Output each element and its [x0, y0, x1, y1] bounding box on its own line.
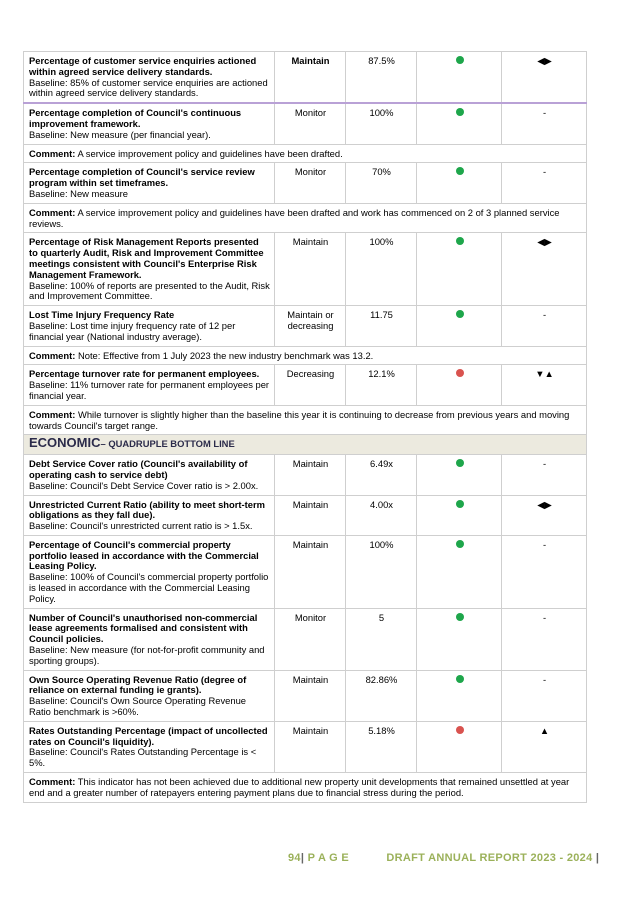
- actual-cell: 70%: [346, 163, 417, 203]
- measure-cell: [24, 670, 275, 721]
- trend-cell: ◀▶: [502, 495, 587, 535]
- status-green-dot-icon: [456, 108, 464, 116]
- measure-title: Percentage of Council's commercial property portfolio leased in accordance with the Commercial Leasing Policy.: [29, 538, 259, 572]
- comment-cell: [24, 144, 587, 163]
- status-green-dot-icon: [456, 675, 464, 683]
- status-cell: [417, 455, 502, 495]
- kpi-row: [24, 103, 587, 144]
- measure-title: Lost Time Injury Frequency Rate: [29, 309, 175, 321]
- kpi-row: [24, 455, 587, 495]
- target-cell: Maintain or decreasing: [275, 306, 346, 346]
- comment-cell: [24, 203, 587, 233]
- status-cell: [417, 608, 502, 670]
- target-cell: Decreasing: [275, 365, 346, 405]
- actual-cell: 5: [346, 608, 417, 670]
- measure-cell: [24, 365, 275, 405]
- target-cell: Maintain: [275, 52, 346, 104]
- trend-cell: ▲: [502, 721, 587, 772]
- status-cell: [417, 495, 502, 535]
- measure-title: Debt Service Cover ratio (Council's availability of operating cash to service debt): [29, 458, 248, 480]
- section-subtitle: – QUADRUPLE BOTTOM LINE: [100, 438, 235, 450]
- actual-cell: 87.5%: [346, 52, 417, 104]
- status-cell: [417, 365, 502, 405]
- measure-title: Unrestricted Current Ratio (ability to meet short-term obligations as they fall due).: [29, 498, 265, 521]
- actual-cell: 100%: [346, 103, 417, 144]
- status-cell: [417, 103, 502, 144]
- actual-cell: 12.1%: [346, 365, 417, 405]
- trend-cell: -: [502, 163, 587, 203]
- measure-baseline: Baseline: New measure: [29, 187, 129, 199]
- kpi-row: [24, 721, 587, 772]
- kpi-table: [23, 51, 587, 803]
- comment-label: Comment:: [29, 147, 76, 159]
- comment-row: [24, 405, 587, 435]
- actual-cell: 11.75: [346, 306, 417, 346]
- page-number: 94: [288, 852, 301, 864]
- trend-cell: -: [502, 103, 587, 144]
- actual-cell: 100%: [346, 535, 417, 608]
- actual-cell: 100%: [346, 233, 417, 306]
- status-cell: [417, 670, 502, 721]
- comment-row: [24, 773, 587, 803]
- status-green-dot-icon: [456, 237, 464, 245]
- trend-cell: ◀▶: [502, 52, 587, 104]
- comment-label: Comment:: [29, 206, 76, 218]
- measure-baseline: Baseline: Lost time injury frequency rate of 12 per financial year (National industry average).: [29, 319, 236, 342]
- comment-label: Comment:: [29, 408, 76, 420]
- status-cell: [417, 306, 502, 346]
- footer-separator: |: [300, 852, 305, 864]
- measure-title: Number of Council's unauthorised non-commercial lease agreements formalised and consistent with Council policies.: [29, 611, 258, 645]
- status-green-dot-icon: [456, 540, 464, 548]
- measure-cell: [24, 233, 275, 306]
- measure-title: Percentage of Risk Management Reports presented to quarterly Audit, Risk and Improvement Committee meetings consistent with Council's Enterprise Risk Management Framework.: [29, 236, 264, 280]
- actual-cell: 82.86%: [346, 670, 417, 721]
- kpi-row: [24, 608, 587, 670]
- comment-row: [24, 144, 587, 163]
- measure-title: Percentage of customer service enquiries actioned within agreed service delivery standards.: [29, 55, 257, 77]
- measure-baseline: Baseline: 100% of reports are presented to the Audit, Risk and Improvement Committee.: [29, 279, 270, 302]
- comment-text: A service improvement policy and guidelines have been drafted.: [77, 147, 343, 159]
- footer-separator-end: |: [595, 852, 600, 864]
- kpi-body-governance: [24, 52, 587, 435]
- trend-cell: -: [502, 455, 587, 495]
- target-cell: Maintain: [275, 721, 346, 772]
- measure-cell: [24, 721, 275, 772]
- status-red-dot-icon: [456, 726, 464, 734]
- measure-cell: [24, 52, 275, 104]
- measure-title: Percentage completion of Council's service review program within set timeframes.: [29, 166, 255, 189]
- measure-title: Percentage completion of Council's continuous improvement framework.: [29, 107, 242, 129]
- trend-cell: ◀▶: [502, 233, 587, 306]
- trend-cell: -: [502, 535, 587, 608]
- kpi-row: [24, 306, 587, 346]
- kpi-row: [24, 495, 587, 535]
- comment-row: [24, 346, 587, 365]
- kpi-row: [24, 670, 587, 721]
- actual-cell: 5.18%: [346, 721, 417, 772]
- comment-text: While turnover is slightly higher than the baseline this year it is continuing to decrease from previous years and moving towards Council's target range.: [29, 408, 570, 431]
- measure-baseline: Baseline: Council's unrestricted current ratio is > 1.5x.: [29, 520, 253, 532]
- measure-title: Percentage turnover rate for permanent employees.: [29, 368, 260, 380]
- target-cell: Maintain: [275, 495, 346, 535]
- status-green-dot-icon: [456, 56, 464, 64]
- comment-label: Comment:: [29, 349, 76, 361]
- measure-title: Own Source Operating Revenue Ratio (degree of reliance on external funding ie grants).: [29, 673, 247, 696]
- kpi-row: [24, 163, 587, 203]
- status-cell: [417, 233, 502, 306]
- page-label: P A G E: [307, 852, 350, 864]
- measure-baseline: Baseline: 100% of Council's commercial property portfolio is leased in accordance with the Commercial Leasing Policy.: [29, 571, 269, 604]
- status-green-dot-icon: [456, 310, 464, 318]
- trend-cell: ▼▲: [502, 365, 587, 405]
- status-cell: [417, 721, 502, 772]
- actual-cell: 4.00x: [346, 495, 417, 535]
- target-cell: Maintain: [275, 455, 346, 495]
- status-green-dot-icon: [456, 167, 464, 175]
- target-cell: Maintain: [275, 535, 346, 608]
- target-cell: Monitor: [275, 163, 346, 203]
- status-green-dot-icon: [456, 613, 464, 621]
- measure-cell: [24, 495, 275, 535]
- comment-row: [24, 203, 587, 233]
- measure-cell: [24, 163, 275, 203]
- section-header-body: [24, 435, 587, 455]
- status-cell: [417, 535, 502, 608]
- kpi-row: [24, 365, 587, 405]
- measure-baseline: Baseline: Council's Own Source Operating Revenue Ratio benchmark is >60%.: [29, 695, 247, 718]
- kpi-row: [24, 535, 587, 608]
- measure-cell: [24, 608, 275, 670]
- measure-cell: [24, 455, 275, 495]
- trend-cell: -: [502, 670, 587, 721]
- status-green-dot-icon: [456, 500, 464, 508]
- measure-baseline: Baseline: Council's Rates Outstanding Percentage is < 5%.: [29, 746, 257, 769]
- kpi-body-economic: [24, 455, 587, 803]
- target-cell: Monitor: [275, 103, 346, 144]
- comment-cell: [24, 346, 587, 365]
- report-title: DRAFT ANNUAL REPORT 2023 - 2024: [386, 852, 593, 864]
- comment-text: Note: Effective from 1 July 2023 the new industry benchmark was 13.2.: [77, 349, 374, 361]
- comment-text: A service improvement policy and guidelines have been drafted and work has commenced on 2 of 3 planned service reviews.: [29, 206, 560, 229]
- target-cell: Maintain: [275, 670, 346, 721]
- measure-baseline: Baseline: 11% turnover rate for permanent employees per financial year.: [29, 379, 270, 401]
- status-cell: [417, 163, 502, 203]
- section-title: ECONOMIC: [29, 435, 101, 451]
- page-footer: [288, 852, 599, 864]
- comment-label: Comment:: [29, 776, 76, 788]
- kpi-row: [24, 52, 587, 104]
- status-red-dot-icon: [456, 369, 464, 377]
- measure-cell: [24, 535, 275, 608]
- measure-baseline: Baseline: Council's Debt Service Cover ratio is > 2.00x.: [29, 479, 259, 491]
- measure-baseline: Baseline: 85% of customer service enquiries are actioned within agreed service delivery standards.: [29, 76, 268, 99]
- status-green-dot-icon: [456, 459, 464, 467]
- comment-cell: [24, 773, 587, 803]
- trend-cell: -: [502, 306, 587, 346]
- actual-cell: 6.49x: [346, 455, 417, 495]
- measure-cell: [24, 103, 275, 144]
- kpi-row: [24, 233, 587, 306]
- trend-cell: -: [502, 608, 587, 670]
- status-cell: [417, 52, 502, 104]
- comment-text: This indicator has not been achieved due to additional new property unit developments that remained unsettled at year end and a greater number of ratepayers entering payment plans due to financial stress during the period.: [29, 776, 570, 798]
- comment-cell: [24, 405, 587, 435]
- section-header-row: [24, 435, 587, 455]
- target-cell: Maintain: [275, 233, 346, 306]
- measure-baseline: Baseline: New measure (per financial year).: [29, 128, 211, 140]
- measure-cell: [24, 306, 275, 346]
- section-header: [24, 435, 587, 455]
- measure-baseline: Baseline: New measure (for not-for-profit community and sporting groups).: [29, 644, 265, 666]
- target-cell: Monitor: [275, 608, 346, 670]
- measure-title: Rates Outstanding Percentage (impact of uncollected rates on Council's liquidity).: [29, 724, 268, 747]
